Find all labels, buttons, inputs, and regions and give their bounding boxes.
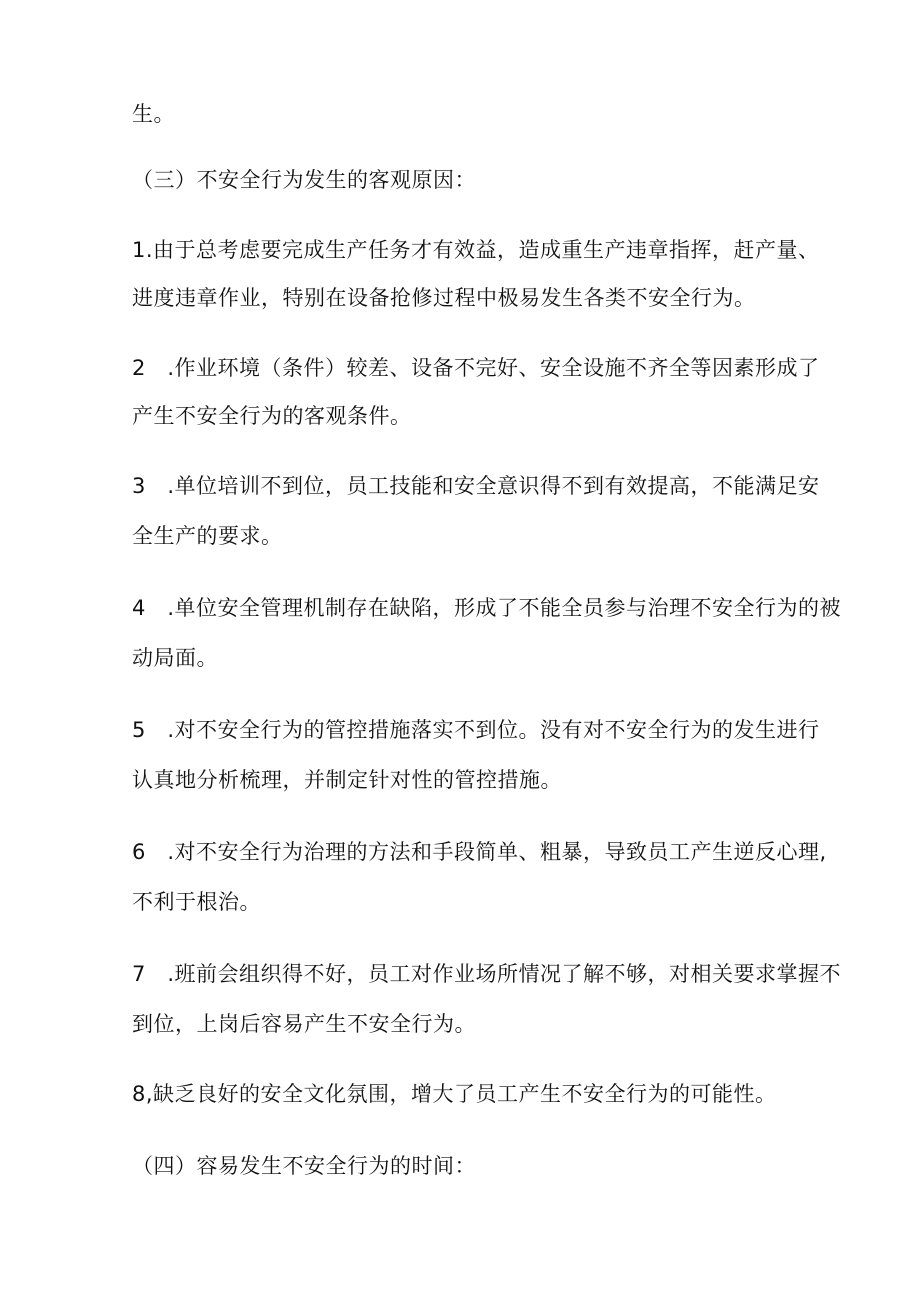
list-item-3-line-2: 全生产的要求。 [132,524,283,548]
list-item-5-line-1: 5 .对不安全行为的管控措施落实不到位。没有对不安全行为的发生进行 [132,718,820,742]
list-item-2-line-2: 产生不安全行为的客观条件。 [132,404,412,428]
list-item-6-line-2: 不利于根治。 [132,890,261,914]
list-item-5-line-2: 认真地分析梳理，并制定针对性的管控措施。 [132,768,562,792]
list-item-4-line-1: 4 .单位安全管理机制存在缺陷，形成了不能全员参与治理不安全行为的被 [132,596,842,620]
list-item-6-line-1: 6 .对不安全行为治理的方法和手段简单、粗暴，导致员工产生逆反心理, [132,840,827,864]
section-heading-4: （四）容易发生不安全行为的时间： [132,1154,476,1178]
list-item-2-line-1: 2 .作业环境（条件）较差、设备不完好、安全设施不齐全等因素形成了 [132,356,820,380]
text-line-continuation: 生。 [132,102,175,126]
list-item-7-line-2: 到位，上岗后容易产生不安全行为。 [132,1012,476,1036]
list-item-4-line-2: 动局面。 [132,646,218,670]
list-item-8-line-1: 8,缺乏良好的安全文化氛围，增大了员工产生不安全行为的可能性。 [132,1082,777,1106]
section-heading-3: （三）不安全行为发生的客观原因： [132,168,476,192]
list-item-3-line-1: 3 .单位培训不到位，员工技能和安全意识得不到有效提高，不能满足安 [132,474,820,498]
list-item-7-line-1: 7 .班前会组织得不好，员工对作业场所情况了解不够，对相关要求掌握不 [132,962,842,986]
list-item-1-line-1: 1.由于总考虑要完成生产任务才有效益，造成重生产违章指挥，赶产量、 [132,238,820,262]
list-item-1-line-2: 进度违章作业，特别在设备抢修过程中极易发生各类不安全行为。 [132,286,756,310]
